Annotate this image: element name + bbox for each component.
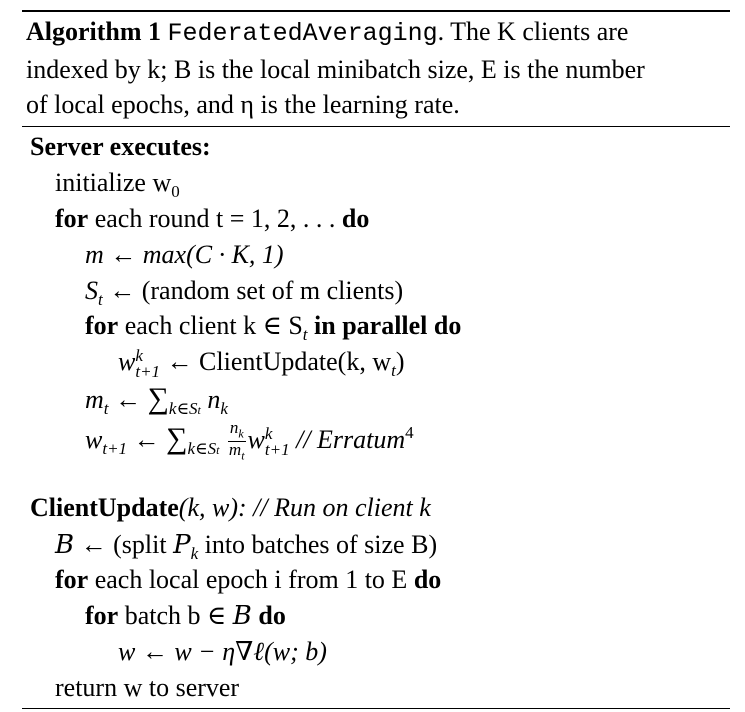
mt-rhs: n: [207, 385, 221, 414]
mt-sub: t: [103, 399, 109, 419]
client-update-header: [30, 493, 431, 523]
sum-symbol-2: ∑: [166, 421, 188, 455]
for-keyword: for: [55, 204, 89, 233]
epoch-for-keyword: for: [55, 565, 89, 594]
caption-rule: [22, 126, 730, 127]
partition-sub: k: [190, 544, 199, 564]
st-line: [85, 276, 404, 310]
split-text: ← (split: [74, 530, 174, 559]
server-header: Server executes:: [30, 132, 211, 161]
w-aggregate-line: [85, 420, 414, 464]
w-rhs: w: [247, 424, 265, 454]
mt-lhs: m: [85, 385, 104, 414]
update-close: ): [395, 347, 405, 376]
caption-line-3: of local epochs, and η is the learning rate.: [26, 90, 460, 119]
gradient-update-line: w ← w − η∇ℓ(w; b): [118, 637, 327, 666]
weight-fraction: $\frac{n_k}{m_t}$: [228, 418, 245, 463]
split-line: [55, 530, 438, 564]
batch-for-keyword: for: [85, 601, 119, 630]
partition-var: P: [173, 530, 191, 560]
w-lhs: w: [85, 424, 103, 454]
caption-line-1: [26, 17, 628, 49]
caption-line-2: indexed by k; B is the local minibatch size, E is the number: [26, 55, 645, 84]
sum-sub-2: k∈St: [187, 439, 220, 459]
client-update-name: ClientUpdate: [30, 493, 179, 522]
for-client-line: [85, 311, 462, 345]
batch-loop-line: [85, 601, 286, 631]
for2-rest: in parallel do: [307, 311, 462, 340]
do-keyword: do: [341, 204, 370, 233]
client-update-args: (k, w):: [178, 493, 247, 522]
for-round-text: each round t = 1, 2, . . .: [88, 204, 342, 233]
batch-set-var: B: [55, 530, 75, 560]
w-lhs-sub: t+1: [102, 439, 128, 459]
epoch-do-keyword: do: [413, 565, 442, 594]
w-arrow: ←: [127, 424, 167, 454]
batch-do-keyword: do: [251, 601, 286, 630]
client-comment: // Run on client k: [246, 493, 431, 522]
bottom-rule: [22, 708, 730, 709]
st-rest: ← (random set of m clients): [102, 276, 404, 305]
update-scripts: [135, 348, 160, 380]
update-sup: k: [135, 346, 143, 366]
w-rhs-scripts: k t+1: [264, 423, 290, 459]
mt-line: [85, 382, 228, 419]
update-rest: ← ClientUpdate(k, w: [160, 347, 392, 376]
algorithm-name: FederatedAveraging: [167, 19, 438, 48]
erratum-sup: 4: [405, 423, 414, 443]
top-rule: [22, 10, 730, 12]
mt-rhs-sub: k: [220, 399, 228, 419]
sum-sub: k∈St: [168, 399, 201, 419]
init-sub: 0: [171, 182, 180, 202]
erratum-comment: // Erratum: [289, 424, 406, 454]
for2-text: each client k ∈ S: [118, 311, 303, 340]
batch-loop-text: batch b ∈: [118, 601, 233, 630]
client-update-call-line: [118, 347, 405, 380]
m-line: m ← max(C · K, 1): [85, 240, 284, 269]
batch-set: B: [232, 601, 252, 631]
update-var: w: [118, 347, 136, 376]
algorithm-label: Algorithm 1: [26, 17, 162, 46]
sum-symbol: ∑: [147, 382, 169, 415]
for2-sub: t: [302, 325, 308, 345]
split-rest: into batches of size B): [198, 530, 438, 559]
st-var: S: [85, 276, 98, 305]
for-round-line: [55, 204, 369, 234]
init-line: [55, 168, 180, 202]
update-sub: t+1: [135, 362, 161, 382]
mt-arrow: ←: [108, 385, 148, 414]
st-sub: t: [98, 290, 103, 310]
update-sub2: t: [391, 361, 396, 381]
epoch-loop-line: [55, 565, 441, 595]
return-line: return w to server: [55, 673, 240, 702]
init-text: initialize w: [55, 168, 172, 197]
caption-text-1: . The K clients are: [437, 17, 629, 46]
epoch-loop-text: each local epoch i from 1 to E: [88, 565, 414, 594]
for2-keyword: for: [85, 311, 119, 340]
